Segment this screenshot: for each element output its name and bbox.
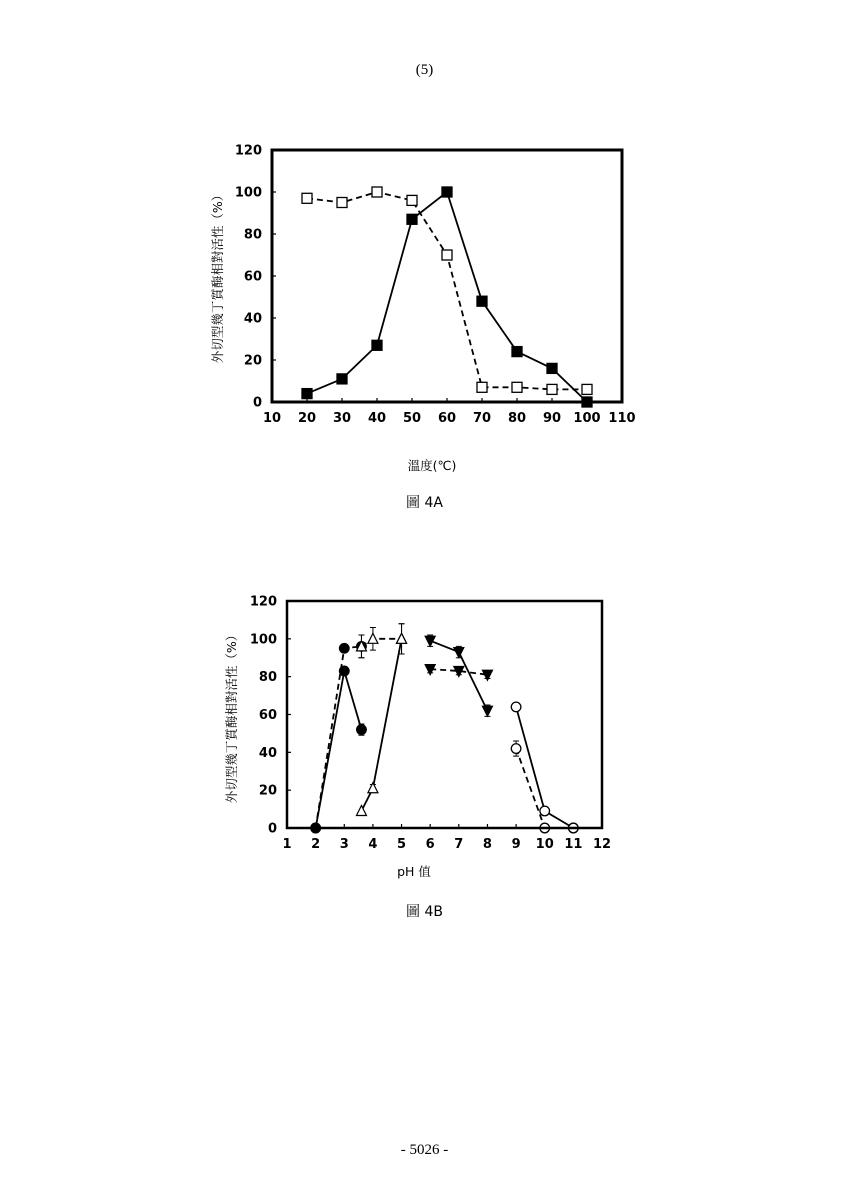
- y-tick-label: 100: [249, 632, 277, 648]
- y-tick-label: 40: [258, 745, 277, 761]
- y-tick-label: 80: [243, 227, 262, 243]
- x-tick-label: 90: [542, 411, 562, 426]
- x-tick-label: 2: [311, 837, 321, 852]
- y-tick-label: 60: [258, 708, 277, 723]
- x-tick-label: 11: [564, 837, 583, 852]
- x-tick-label: 20: [297, 411, 317, 426]
- data-series: [356, 624, 406, 816]
- data-series: [511, 741, 578, 833]
- data-point: [368, 783, 378, 793]
- page-header-number: (5): [415, 62, 434, 78]
- x-tick-label: 12: [592, 837, 612, 852]
- x-tick-label: 70: [472, 411, 492, 426]
- x-tick-label: 1: [282, 837, 292, 852]
- data-point: [356, 805, 366, 815]
- y-tick-label: 0: [267, 821, 277, 837]
- data-point: [511, 744, 521, 754]
- page-footer-number: - 5026 -: [400, 1142, 449, 1158]
- data-point: [540, 806, 550, 816]
- x-tick-label: 30: [332, 411, 352, 426]
- y-axis-label: 外切型幾丁質酶相對活性（%）: [224, 628, 239, 804]
- x-tick-label: 110: [608, 411, 636, 426]
- series-line: [361, 639, 401, 811]
- x-tick-label: 50: [402, 411, 422, 426]
- data-point: [482, 706, 492, 716]
- y-tick-label: 120: [234, 143, 262, 159]
- data-point: [357, 725, 367, 735]
- x-tick-label: 3: [339, 837, 349, 852]
- y-tick-label: 20: [243, 353, 262, 369]
- data-series: [511, 702, 578, 833]
- x-tick-label: 9: [511, 837, 521, 852]
- x-tick-label: 6: [425, 837, 435, 852]
- x-tick-label: 5: [397, 837, 407, 852]
- y-tick-label: 20: [258, 783, 277, 799]
- y-tick-label: 100: [234, 185, 262, 201]
- data-point: [368, 633, 378, 643]
- y-axis-label: 外切型幾丁質酶相對活性（%）: [210, 188, 225, 364]
- data-point: [339, 643, 349, 653]
- x-tick-label: 100: [573, 411, 601, 426]
- y-tick-label: 40: [243, 311, 262, 327]
- series-line: [361, 639, 401, 647]
- x-tick-label: 8: [482, 837, 492, 852]
- figure-caption-4a: 圖 4A: [406, 495, 443, 511]
- data-point: [482, 670, 492, 680]
- data-series: [311, 635, 366, 833]
- series-line: [316, 671, 362, 828]
- x-tick-label: 4: [368, 837, 378, 852]
- figure-caption-4b: 圖 4B: [406, 904, 443, 920]
- x-axis-label: 溫度(℃): [407, 458, 457, 473]
- data-point: [511, 702, 521, 712]
- x-tick-label: 10: [262, 411, 282, 426]
- series-line: [316, 646, 362, 828]
- x-tick-label: 80: [507, 411, 527, 426]
- y-tick-label: 120: [249, 594, 277, 610]
- y-tick-label: 60: [243, 269, 262, 285]
- x-tick-label: 40: [367, 411, 387, 426]
- x-tick-label: 60: [437, 411, 457, 426]
- data-point: [397, 633, 407, 643]
- y-tick-label: 0: [252, 395, 262, 411]
- x-axis-label: pH 值: [397, 864, 431, 879]
- data-series: [425, 665, 492, 681]
- data-point: [454, 648, 464, 658]
- y-tick-label: 80: [258, 670, 277, 686]
- x-tick-label: 7: [454, 837, 464, 852]
- x-tick-label: 10: [535, 837, 554, 852]
